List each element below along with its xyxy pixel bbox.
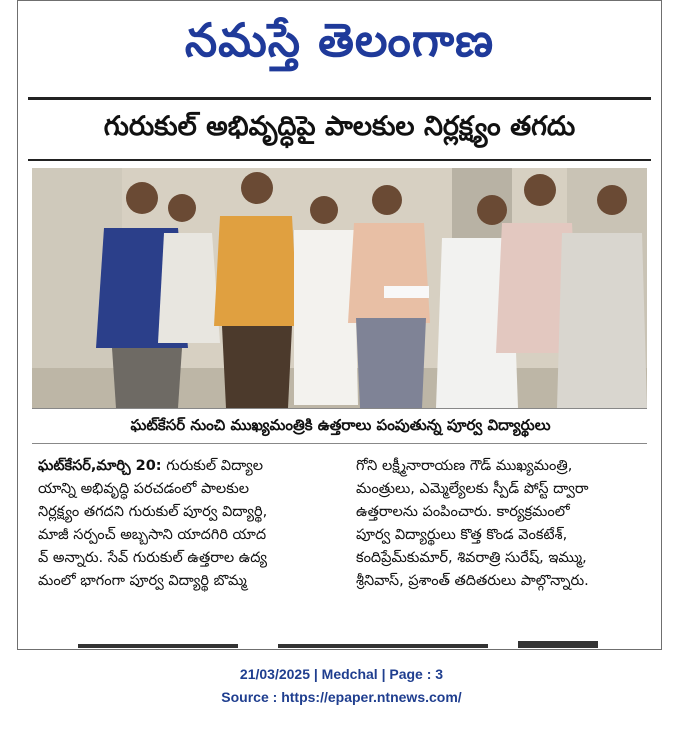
article-line: శ్రీనివాస్, ప్రశాంత్ తదితరులు పాల్గొన్నారు. bbox=[356, 573, 589, 589]
headline-rule bbox=[28, 159, 651, 161]
article-line: మంలో భాగంగా పూర్వ విద్యార్థి బొమ్మ bbox=[38, 573, 247, 589]
masthead-rule bbox=[28, 97, 651, 100]
newspaper-clipping bbox=[17, 0, 662, 650]
article-line: నిర్లక్ష్యం తగదని గురుకుల్ పూర్వ విద్యార్థి, bbox=[38, 504, 268, 520]
article-line bbox=[38, 455, 338, 478]
article-line: మంత్రులు, ఎమ్మెల్యేలకు స్పీడ్ పోస్ట్ ద్వారా bbox=[356, 481, 589, 497]
article-column-right bbox=[356, 455, 656, 593]
article-line: కందిప్రేమ్‌కుమార్, శివరాత్రి సురేష్, ఇమ్ము, bbox=[356, 550, 587, 566]
dateline: ఘట్‌కేసర్,మార్చి 20: bbox=[38, 458, 162, 474]
article-line: గోని లక్ష్మీనారాయణ గౌడ్ ముఖ్యమంత్రి, bbox=[356, 458, 573, 474]
article-line: యాన్ని అభివృద్ధి పరచడంలో పాలకుల bbox=[38, 481, 250, 497]
news-photo bbox=[32, 168, 647, 408]
caption-rule-bottom bbox=[32, 443, 647, 444]
article-line: పూర్వ విద్యార్థులు కొత్త కొండ వెంకటేశ్, bbox=[356, 527, 568, 543]
article-text: గురుకుల్ విద్యాల bbox=[166, 458, 264, 474]
footer-source: Source : https://epaper.ntnews.com/ bbox=[221, 689, 462, 705]
article-line: వ్ అన్నారు. సేవ్ గురుకుల్ ఉత్తరాల ఉద్య bbox=[38, 550, 268, 566]
photo-caption: ఘట్‌కేసర్ నుంచి ముఖ్యమంత్రికి ఉత్తరాలు పంపుతున్న పూర్వ విద్యార్థులు bbox=[130, 416, 551, 434]
masthead: నమస్తే తెలంగాణ bbox=[184, 13, 495, 67]
headline: గురుకుల్ అభివృద్ధిపై పాలకుల నిర్లక్ష్యం తగదు bbox=[103, 111, 576, 142]
article-column-left bbox=[38, 455, 338, 593]
caption-rule-top bbox=[32, 408, 647, 409]
article-line: మాజీ సర్పంచ్ అబ్బసాని యాదగిరి యాద bbox=[38, 527, 267, 543]
group-photo-illustration bbox=[32, 168, 647, 408]
cut-off-text-fragment bbox=[78, 641, 638, 649]
footer-date-edition: 21/03/2025 | Medchal | Page : 3 bbox=[239, 666, 444, 682]
article-line: ఉత్తరాలను పంపించారు. కార్యక్రమంలో bbox=[356, 504, 570, 520]
